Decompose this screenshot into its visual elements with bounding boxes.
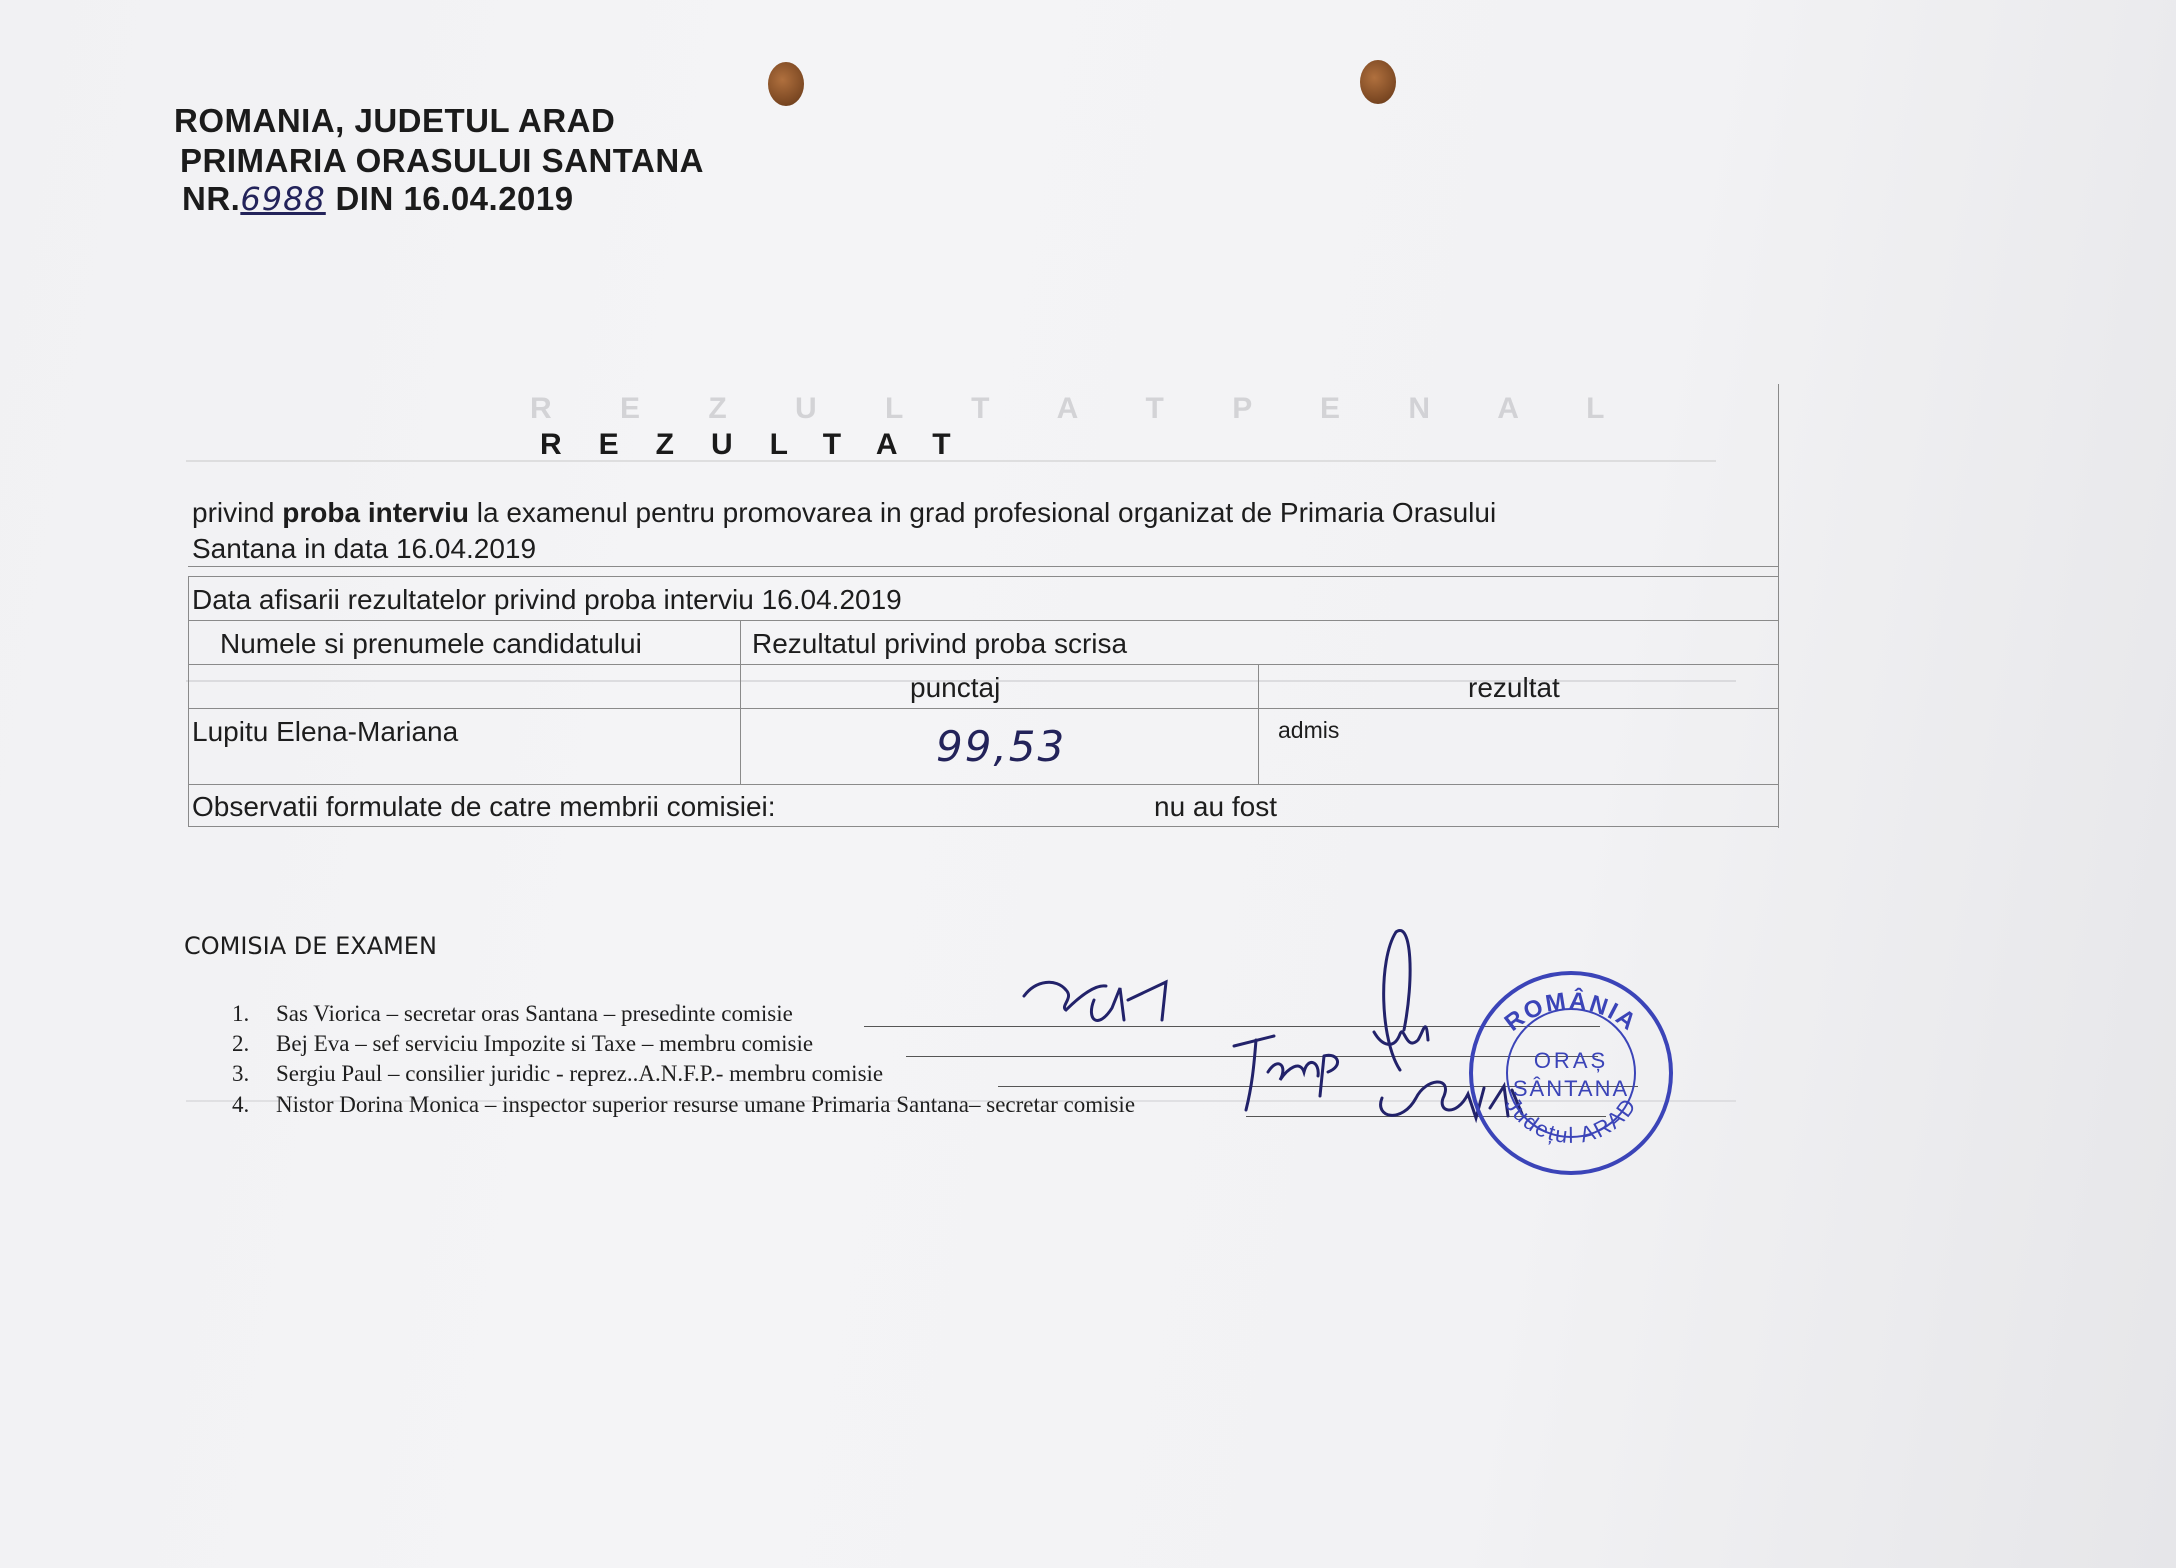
table-line (188, 576, 189, 826)
subheader-result: rezultat (1468, 672, 1560, 703)
committee-member-text: Nistor Dorina Monica – inspector superior resurse umane Primaria Santana– secretar comisie (276, 1092, 1136, 1117)
table-line (1258, 664, 1259, 784)
table-line (188, 784, 1778, 785)
committee-heading: COMISIA DE EXAMEN (184, 932, 437, 960)
svg-text:ROMÂNIA (1500, 986, 1643, 1036)
intro-post: la examenul pentru promovarea in grad profesional organizat de Primaria Orasului (468, 497, 1497, 528)
signature-2-icon (1360, 920, 1450, 1080)
committee-member-number: 1. (232, 1001, 250, 1026)
header-city-hall: PRIMARIA ORASULUI SANTANA (180, 142, 704, 179)
candidate-result: admis (1278, 717, 1340, 743)
column-header-result: Rezultatul privind proba scrisa (752, 628, 1128, 659)
committee-member-text: Sergiu Paul – consilier juridic - reprez..A.N.F.P.- membru comisie (276, 1061, 884, 1086)
intro-line-2: Santana in data 16.04.2019 (192, 533, 537, 564)
stamp-top-text: ROMÂNIA (1499, 987, 1643, 1037)
table-line (188, 576, 1778, 577)
nr-date: DIN 16.04.2019 (335, 180, 574, 217)
display-date-text: Data afisarii rezultatelor privind proba interviu 16.04.2019 (192, 584, 902, 615)
table-line (188, 708, 1778, 709)
signature-3-icon (1228, 1026, 1348, 1116)
intro-pre: privind (192, 497, 283, 528)
committee-member-number: 2. (232, 1031, 250, 1056)
table-line (188, 566, 1778, 567)
signature-1-icon (1016, 960, 1186, 1040)
column-header-name: Numele si prenumele candidatului (220, 628, 642, 659)
nr-prefix: NR. (182, 180, 241, 217)
header-county: ROMANIA, JUDETUL ARAD (174, 102, 616, 139)
punch-hole (1360, 60, 1396, 104)
header-registration (182, 180, 574, 218)
document-title: REZULTAT (540, 428, 988, 461)
observations-label: Observatii formulate de catre membrii comisiei: (192, 791, 776, 822)
table-line (188, 664, 1778, 665)
stamp-middle-text-2: SÂNTANA (1512, 1076, 1630, 1101)
bleed-through-text: R E Z U L T A T P E N A L (530, 392, 1635, 425)
table-line (188, 620, 1778, 621)
stamp-middle-text-1: ORAȘ (1533, 1048, 1609, 1073)
intro-bold: proba interviu (282, 497, 469, 528)
table-line (188, 826, 1778, 827)
committee-member-number: 3. (232, 1061, 250, 1086)
candidate-name: Lupitu Elena-Mariana (192, 716, 459, 747)
intro-line-1 (192, 497, 1496, 529)
committee-member-text: Bej Eva – sef serviciu Impozite si Taxe – membru comisie (276, 1031, 814, 1056)
committee-member-text: Sas Viorica – secretar oras Santana – presedinte comisie (276, 1001, 793, 1026)
candidate-score-handwritten: 99,53 (936, 722, 1067, 771)
official-stamp (1466, 968, 1676, 1178)
stamp-bottom-text: Județul ARAD (1500, 1092, 1642, 1149)
stamp-seal-icon (1466, 968, 1676, 1178)
committee-member-number: 4. (232, 1092, 250, 1117)
registration-number-handwritten: 6988 (240, 180, 326, 218)
frame-right-line (1778, 384, 1779, 828)
table-line (740, 620, 741, 784)
observations-value: nu au fost (1154, 791, 1277, 822)
punch-hole (768, 62, 804, 106)
subheader-score: punctaj (910, 672, 1001, 703)
